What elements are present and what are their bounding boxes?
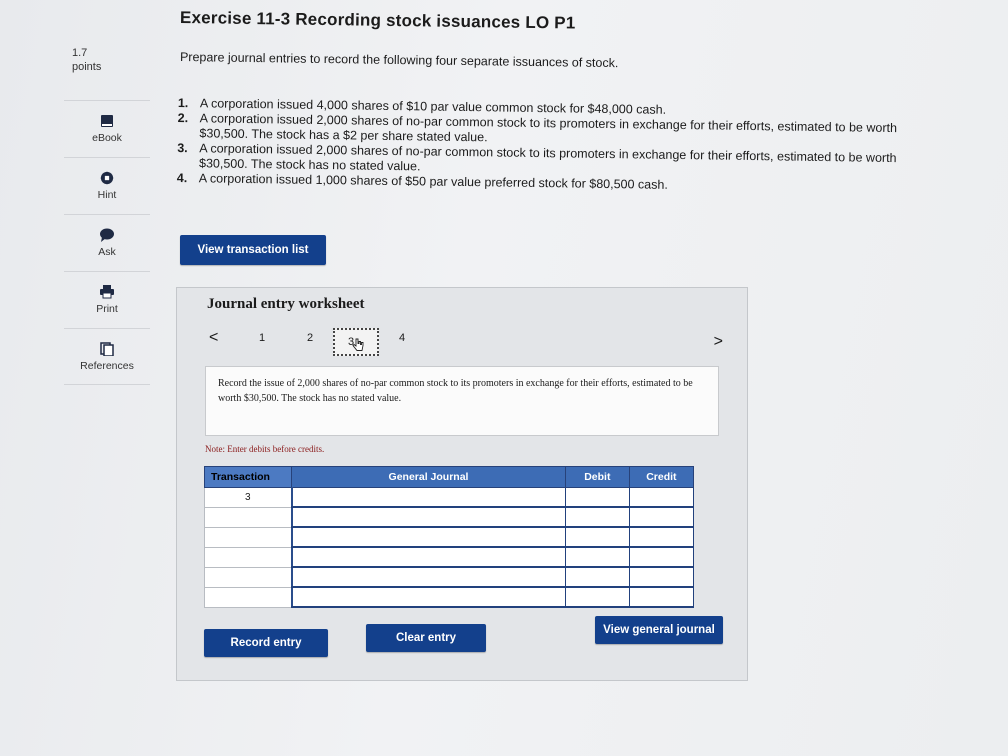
account-input[interactable] bbox=[292, 527, 566, 547]
item-number: 2. bbox=[177, 110, 189, 126]
account-input[interactable] bbox=[292, 488, 566, 508]
column-header-credit: Credit bbox=[629, 467, 693, 488]
sidebar-item-print[interactable] bbox=[64, 271, 150, 328]
chevron-left-icon[interactable]: < bbox=[209, 329, 219, 346]
page-link-1[interactable]: 1 bbox=[259, 332, 266, 344]
exercise-list bbox=[177, 96, 938, 197]
book-icon bbox=[99, 114, 115, 128]
sidebar-item-hint[interactable] bbox=[64, 157, 150, 214]
current-page-number: 3 bbox=[347, 336, 355, 348]
worksheet-title: Journal entry worksheet bbox=[207, 296, 365, 312]
debit-input[interactable] bbox=[565, 527, 629, 547]
item-number: 1. bbox=[177, 96, 189, 111]
sidebar-item-label: Ask bbox=[98, 246, 116, 258]
account-input[interactable] bbox=[292, 547, 566, 567]
column-header-transaction: Transaction bbox=[205, 467, 292, 488]
chevron-right-icon[interactable]: > bbox=[713, 333, 723, 350]
hand-pointer-icon bbox=[352, 338, 364, 352]
column-header-general-journal: General Journal bbox=[292, 467, 566, 488]
view-transaction-list-button[interactable]: View transaction list bbox=[180, 235, 326, 265]
item-text: A corporation issued 2,000 shares of no-par common stock to its promoters in exchange for their efforts, estimated to be worth $30,500. The stock has a $2 per share stated value. bbox=[199, 111, 898, 145]
worksheet-pagination bbox=[205, 328, 725, 358]
instructions: Prepare journal entries to record the following four separate issuances of stock. bbox=[179, 50, 619, 71]
view-general-journal-button[interactable]: View general journal bbox=[595, 616, 723, 644]
debit-input[interactable] bbox=[565, 488, 629, 508]
printer-icon bbox=[99, 285, 115, 299]
table-row bbox=[205, 547, 694, 567]
sidebar-item-label: References bbox=[80, 359, 134, 372]
credit-input[interactable] bbox=[629, 507, 693, 527]
item-number: 3. bbox=[177, 140, 188, 156]
transaction-cell bbox=[205, 527, 292, 547]
credit-input[interactable] bbox=[629, 527, 693, 547]
sidebar-item-ebook[interactable] bbox=[64, 100, 150, 157]
item-text: A corporation issued 1,000 shares of $50 par value preferred stock for $80,500 cash. bbox=[198, 171, 668, 192]
debit-input[interactable] bbox=[565, 587, 629, 607]
journal-table bbox=[204, 466, 694, 608]
speech-bubble-icon bbox=[99, 228, 115, 242]
sidebar bbox=[64, 100, 150, 385]
journal-entry-worksheet bbox=[176, 287, 748, 681]
points-label: points bbox=[72, 61, 102, 73]
table-row bbox=[205, 527, 694, 547]
transaction-cell bbox=[205, 507, 292, 527]
sidebar-item-references[interactable] bbox=[64, 328, 150, 385]
note-text: Note: Enter debits before credits. bbox=[205, 444, 325, 454]
credit-input[interactable] bbox=[629, 488, 693, 508]
account-input[interactable] bbox=[292, 567, 566, 587]
lifebuoy-icon bbox=[99, 171, 115, 185]
page-link-4[interactable]: 4 bbox=[399, 332, 406, 344]
item-text: A corporation issued 4,000 shares of $10 par value common stock for $48,000 cash. bbox=[199, 96, 667, 117]
page-link-2[interactable]: 2 bbox=[307, 332, 314, 344]
sidebar-item-ask[interactable] bbox=[64, 214, 150, 271]
debit-input[interactable] bbox=[565, 567, 629, 587]
sidebar-item-label: eBook bbox=[92, 132, 122, 144]
points-value: 1.7 bbox=[72, 47, 88, 59]
item-number: 4. bbox=[176, 170, 188, 186]
transaction-cell bbox=[205, 587, 292, 607]
documents-icon bbox=[99, 342, 115, 356]
table-row bbox=[205, 488, 694, 508]
sidebar-item-label: Print bbox=[96, 303, 118, 315]
account-input[interactable] bbox=[292, 507, 566, 527]
transaction-cell bbox=[205, 547, 292, 567]
table-row bbox=[205, 567, 694, 587]
credit-input[interactable] bbox=[629, 567, 693, 587]
page-title: Exercise 11-3 Recording stock issuances LO P1 bbox=[179, 8, 576, 33]
debit-input[interactable] bbox=[565, 507, 629, 527]
item-text: A corporation issued 2,000 shares of no-par common stock to its promoters in exchange for their efforts, estimated to be worth $30,500. The stock has no stated value. bbox=[198, 141, 897, 174]
page-link-3-current[interactable] bbox=[333, 328, 379, 356]
transaction-cell bbox=[205, 567, 292, 587]
credit-input[interactable] bbox=[629, 547, 693, 567]
transaction-number-cell: 3 bbox=[205, 488, 292, 508]
column-header-debit: Debit bbox=[565, 467, 629, 488]
clear-entry-button[interactable]: Clear entry bbox=[366, 624, 486, 652]
account-input[interactable] bbox=[292, 587, 566, 607]
table-row bbox=[205, 507, 694, 527]
credit-input[interactable] bbox=[629, 587, 693, 607]
sidebar-item-label: Hint bbox=[97, 189, 117, 201]
table-row bbox=[205, 587, 694, 607]
debit-input[interactable] bbox=[565, 547, 629, 567]
transaction-description: Record the issue of 2,000 shares of no-par common stock to its promoters in exchange for their efforts, estimated to be worth $30,500. The stock has no stated value. bbox=[205, 366, 719, 436]
points-indicator bbox=[72, 46, 101, 74]
record-entry-button[interactable]: Record entry bbox=[204, 629, 328, 657]
